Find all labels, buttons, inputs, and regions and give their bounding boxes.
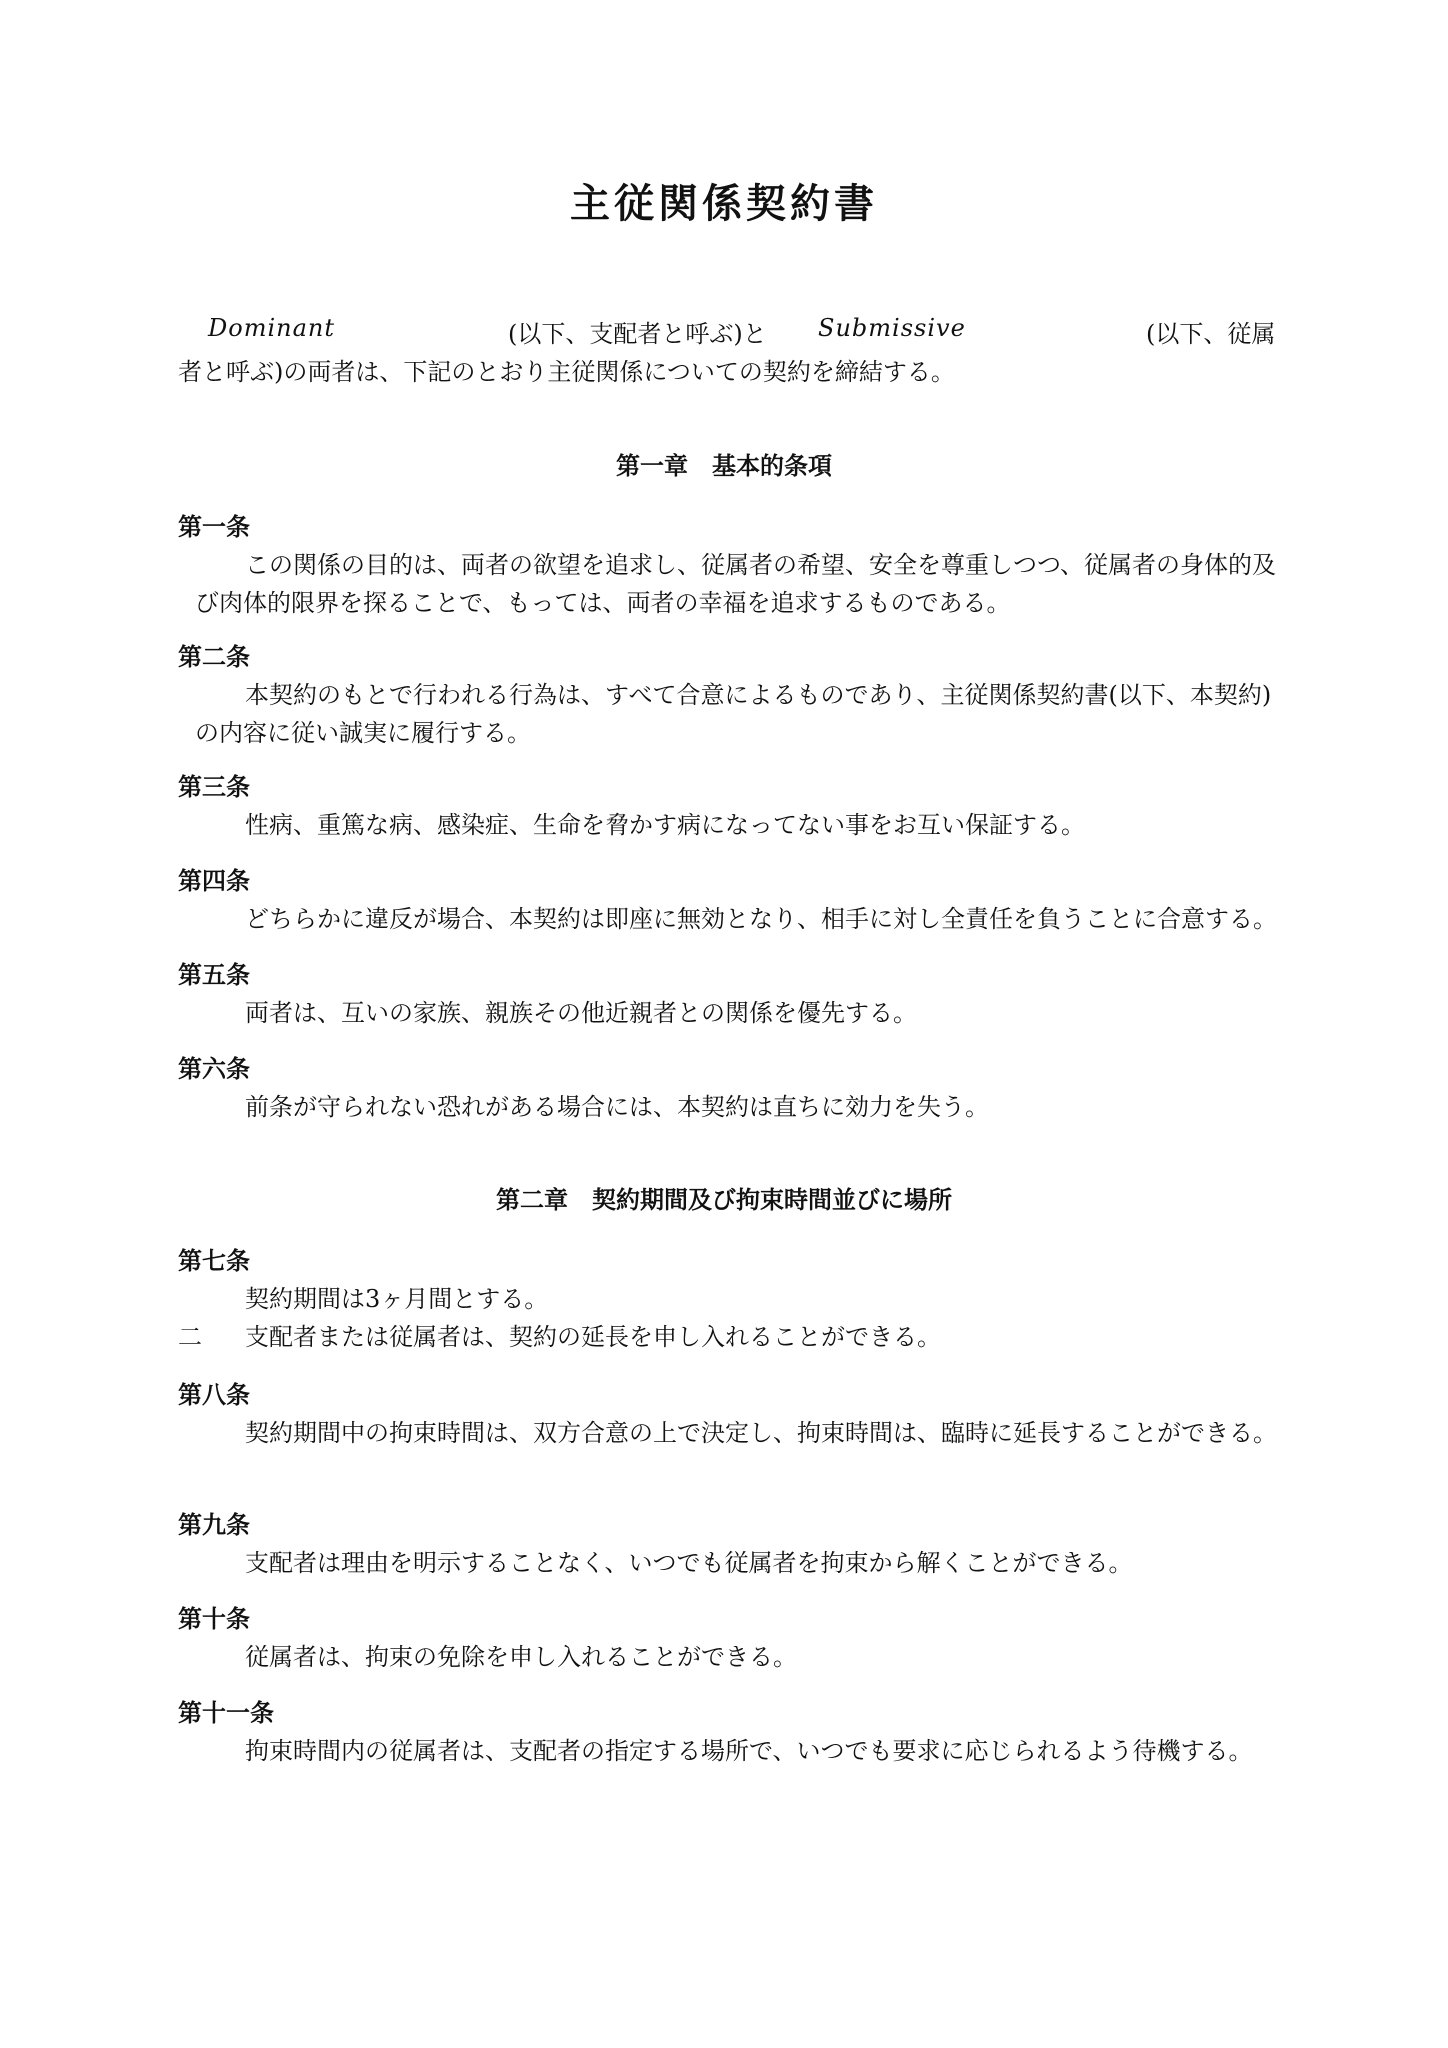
article-body: 支配者は理由を明示することなく、いつでも従属者を拘束から解くことができる。 bbox=[245, 1549, 1133, 1577]
article-heading: 第四条 bbox=[178, 866, 250, 895]
article-5 bbox=[178, 956, 1288, 1032]
article-heading: 第一条 bbox=[178, 512, 250, 541]
sub-clause-body: 支配者または従属者は、契約の延長を申し入れることができる。 bbox=[245, 1323, 941, 1351]
article-body: 性病、重篤な病、感染症、生命を脅かす病になってない事をお互い保証する。 bbox=[245, 811, 1085, 839]
article-body: この関係の目的は、両者の欲望を追求し、従属者の希望、安全を尊重しつつ、従属者の身体的及び肉体的限界を探ることで、もっては、両者の幸福を追求するものである。 bbox=[195, 551, 1277, 617]
article-heading: 第三条 bbox=[178, 772, 250, 801]
article-1 bbox=[178, 508, 1288, 622]
article-6 bbox=[178, 1050, 1288, 1126]
article-9 bbox=[178, 1506, 1288, 1582]
article-body: どちらかに違反が場合、本契約は即座に無効となり、相手に対し全責任を負うことに合意する。 bbox=[245, 905, 1277, 933]
article-heading: 第七条 bbox=[178, 1246, 250, 1275]
intro-text-2: (以下、従属 bbox=[1146, 320, 1276, 348]
article-heading: 第八条 bbox=[178, 1380, 250, 1409]
article-heading: 第五条 bbox=[178, 960, 250, 989]
chapter-1-title: 第一章 基本的条項 bbox=[616, 451, 832, 480]
article-heading: 第十条 bbox=[178, 1604, 250, 1633]
chapter-2-title: 第二章 契約期間及び拘束時間並びに場所 bbox=[496, 1185, 952, 1214]
dominant-name: Dominant bbox=[208, 314, 335, 342]
article-sub-clause bbox=[178, 1318, 1288, 1356]
article-heading: 第二条 bbox=[178, 642, 250, 671]
sub-clause-number: 二 bbox=[178, 1323, 202, 1351]
document-title: 主従関係契約書 bbox=[570, 180, 878, 227]
article-body: 両者は、互いの家族、親族その他近親者との関係を優先する。 bbox=[245, 999, 917, 1027]
article-11 bbox=[178, 1694, 1288, 1770]
submissive-name: Submissive bbox=[818, 314, 966, 342]
article-8 bbox=[178, 1376, 1288, 1452]
article-body: 従属者は、拘束の免除を申し入れることができる。 bbox=[245, 1643, 797, 1671]
article-body: 前条が守られない恐れがある場合には、本契約は直ちに効力を失う。 bbox=[245, 1093, 989, 1121]
article-body: 本契約のもとで行われる行為は、すべて合意によるものであり、主従関係契約書(以下、本契約)の内容に従い誠実に履行する。 bbox=[195, 681, 1272, 747]
article-heading: 第六条 bbox=[178, 1054, 250, 1083]
article-3 bbox=[178, 768, 1288, 844]
intro-paragraph bbox=[178, 314, 1284, 390]
intro-line-1 bbox=[178, 314, 1284, 352]
article-7 bbox=[178, 1242, 1288, 1356]
article-10 bbox=[178, 1600, 1288, 1676]
article-2 bbox=[178, 638, 1288, 752]
intro-line-2: 者と呼ぶ)の両者は、下記のとおり主従関係についての契約を締結する。 bbox=[178, 358, 955, 386]
intro-text-1: (以下、支配者と呼ぶ)と bbox=[508, 320, 767, 348]
article-body: 拘束時間内の従属者は、支配者の指定する場所で、いつでも要求に応じられるよう待機する。 bbox=[245, 1737, 1253, 1765]
article-heading: 第十一条 bbox=[178, 1698, 274, 1727]
article-4 bbox=[178, 862, 1288, 938]
article-heading: 第九条 bbox=[178, 1510, 250, 1539]
article-body: 契約期間は3ヶ月間とする。 bbox=[245, 1285, 549, 1313]
article-body: 契約期間中の拘束時間は、双方合意の上で決定し、拘束時間は、臨時に延長することができる。 bbox=[245, 1419, 1277, 1447]
